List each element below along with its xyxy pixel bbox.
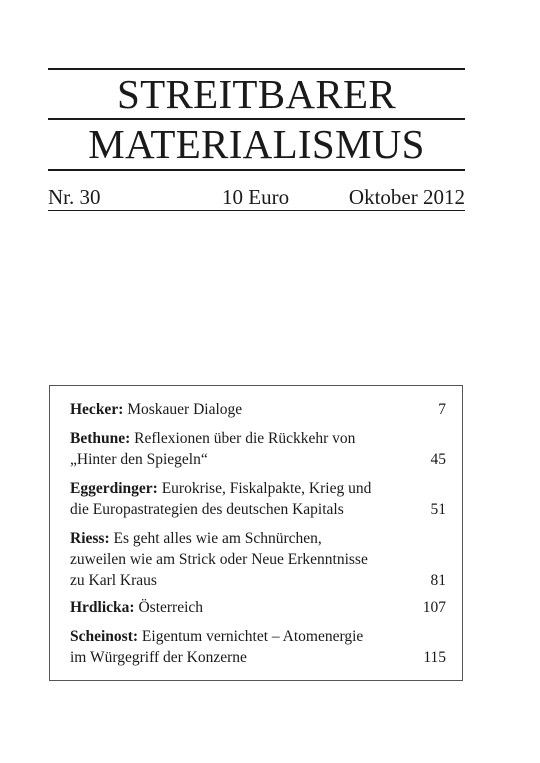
- toc-title-line: zu Karl Kraus: [70, 572, 157, 589]
- toc-title-line: „Hinter den Spiegeln“: [70, 451, 208, 468]
- toc-author: Hecker:: [70, 401, 124, 418]
- issue-price: 10 Euro: [222, 185, 290, 209]
- toc-title-line: Reflexionen über die Rückkehr von: [134, 430, 356, 447]
- toc-page-number: 45: [430, 451, 446, 468]
- issue-meta: [48, 184, 465, 210]
- bottom-rule: [48, 169, 465, 171]
- toc-entry-bethune: [70, 428, 446, 470]
- toc-page-number: 7: [438, 401, 446, 418]
- toc-author: Eggerdinger:: [70, 480, 158, 497]
- toc-entry-hecker: [70, 399, 446, 420]
- issue-date: Oktober 2012: [348, 185, 465, 209]
- masthead-line-1: STREITBARER: [117, 71, 396, 117]
- masthead-line-2: MATERIALISMUS: [88, 121, 425, 167]
- toc-title-line: Es geht alles wie am Schnürchen,: [113, 530, 322, 547]
- toc-author: Riess:: [70, 530, 110, 547]
- toc-page-number: 115: [423, 649, 446, 666]
- toc-entry-riess: [70, 528, 446, 591]
- toc-title-line: zuweilen wie am Strick oder Neue Erkenntnisse: [70, 551, 368, 568]
- meta-rule: [48, 210, 465, 211]
- toc-author: Scheinost:: [70, 628, 139, 645]
- toc-title-line: Moskauer Dialoge: [127, 401, 243, 418]
- toc-author: Bethune:: [70, 430, 131, 447]
- toc-title-line: die Europastrategien des deutschen Kapitals: [70, 501, 344, 518]
- table-of-contents: [49, 385, 463, 681]
- toc-title-line: Österreich: [138, 599, 204, 616]
- middle-rule: [48, 118, 465, 120]
- toc-entry-eggerdinger: [70, 478, 446, 520]
- toc-title-line: Eigentum vernichtet – Atomenergie: [141, 628, 364, 645]
- toc-entry-scheinost: [70, 626, 446, 668]
- toc-page-number: 51: [430, 501, 446, 518]
- toc-page-number: 81: [430, 572, 446, 589]
- toc-author: Hrdlicka:: [70, 599, 135, 616]
- toc-title-line: im Würgegriff der Konzerne: [70, 649, 247, 666]
- toc-page-number: 107: [422, 599, 446, 616]
- top-rule: [48, 68, 465, 70]
- toc-title-line: Eurokrise, Fiskalpakte, Krieg und: [161, 480, 372, 497]
- toc-entry-hrdlicka: [70, 597, 446, 618]
- issue-number: Nr. 30: [48, 185, 101, 209]
